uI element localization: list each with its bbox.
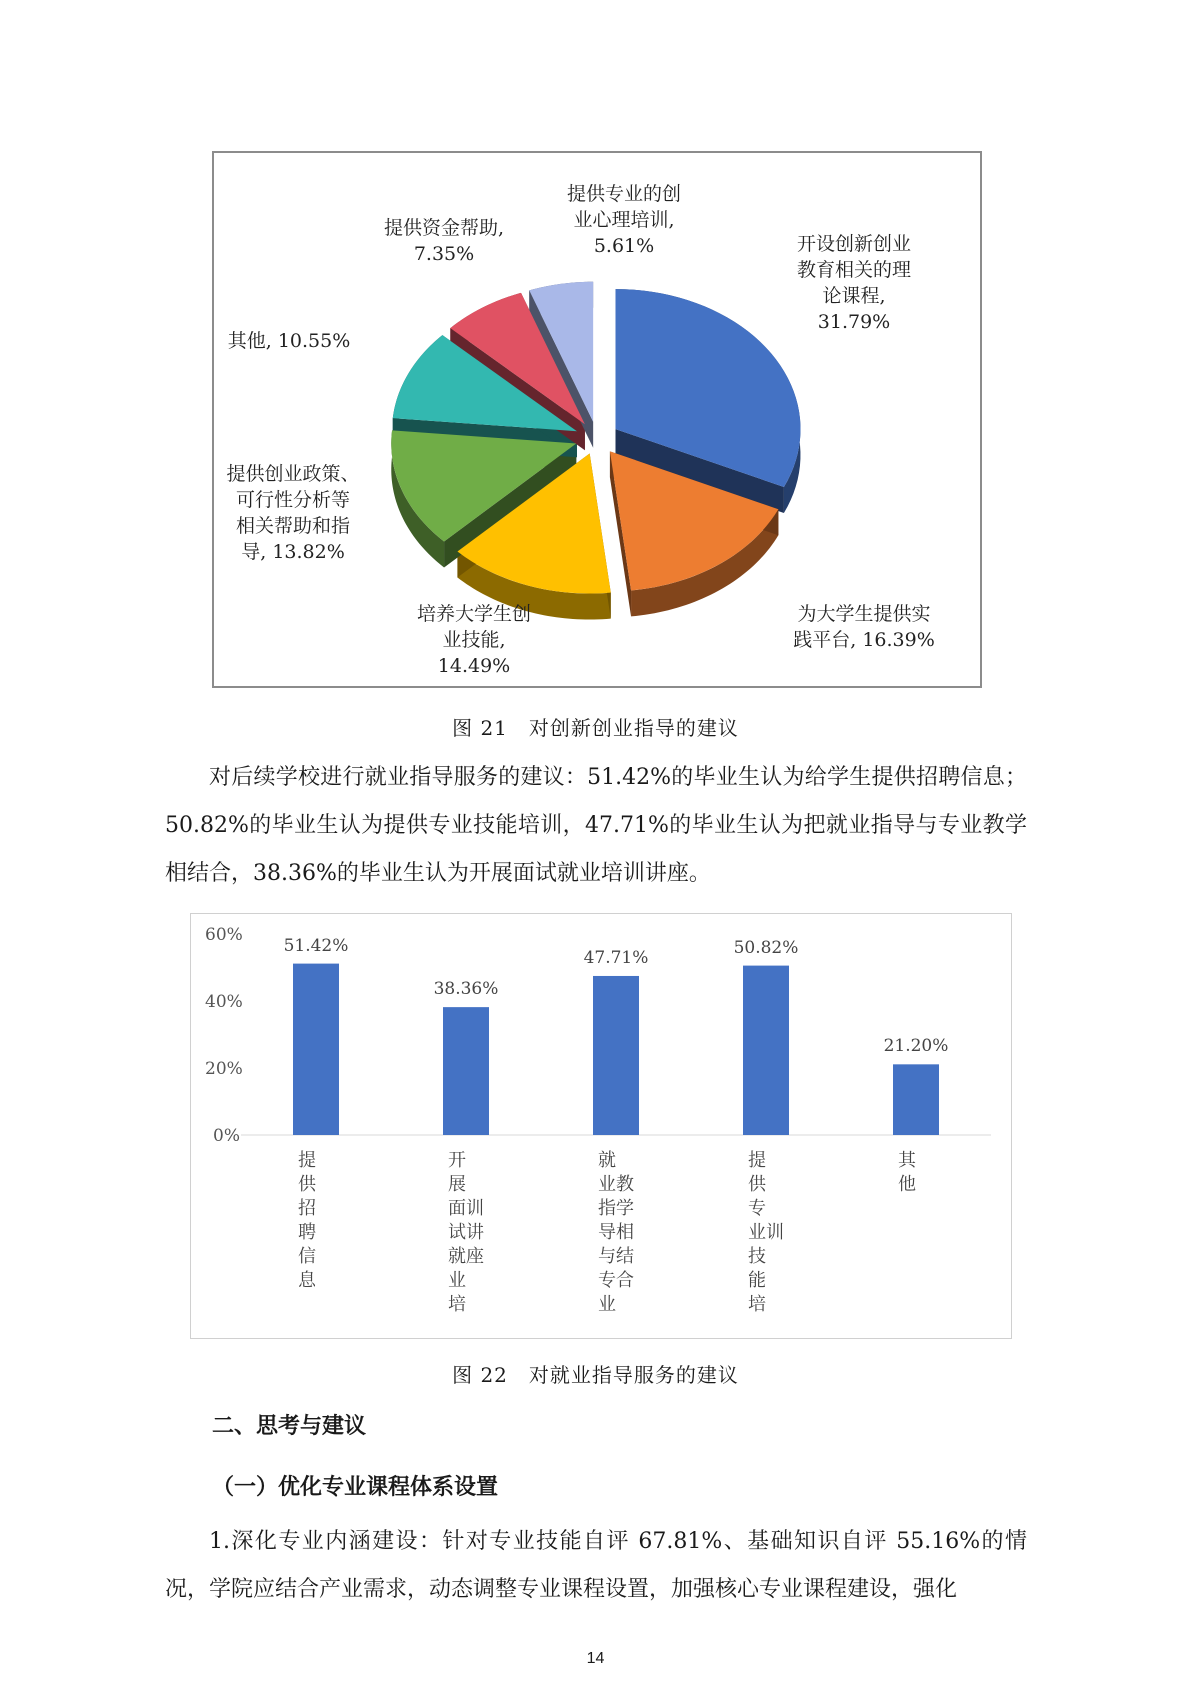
y-tick-20: 20%	[205, 1059, 243, 1079]
pie-label-1: 为大学生提供实 践平台, 16.39%	[793, 603, 935, 651]
paragraph-1: 对后续学校进行就业指导服务的建议：51.42%的毕业生认为给学生提供招聘信息；50.82%的毕业生认为提供专业技能培训，47.71%的毕业生认为把就业指导与专业教学相结合，38.36%的毕业生认为开展面试就业培训讲座。	[165, 765, 1027, 886]
bar-value-label-3: 50.82%	[733, 937, 799, 958]
pie-label-6: 提供专业的创 业心理培训, 5.61%	[566, 183, 681, 257]
pie-label-5: 提供资金帮助, 7.35%	[383, 217, 505, 265]
pie-label-4: 其他, 10.55%	[227, 330, 351, 352]
x-category-label-0: 提 供 招 聘 信 息	[298, 1150, 316, 1291]
pie-label-0: 开设创新创业 教育相关的理 论课程, 31.79%	[796, 233, 911, 333]
x-category-label-4: 其 他	[898, 1150, 916, 1195]
y-tick-40: 40%	[205, 992, 243, 1012]
bar-chart-frame	[190, 913, 1012, 1339]
bar-4	[893, 1064, 939, 1135]
subsection-heading: （一）优化专业课程体系设置	[212, 1475, 499, 1500]
page-number: 14	[586, 1650, 605, 1667]
x-category-label-3: 提 供 专 业训 技 能 培	[748, 1150, 784, 1315]
section-heading: 二、思考与建议	[212, 1414, 367, 1439]
y-tick-60: 60%	[205, 925, 243, 945]
pie-label-2: 培养大学生创 业技能, 14.49%	[416, 603, 531, 677]
paragraph-2: 1.深化专业内涵建设：针对专业技能自评 67.81%、基础知识自评 55.16%的情况，学院应结合产业需求，动态调整专业课程设置，加强核心专业课程建设，强化	[165, 1529, 1027, 1602]
pie-label-3: 提供创业政策、 可行性分析等 相关帮助和指 导, 13.82%	[226, 463, 360, 563]
figure22-caption: 图 22 对就业指导服务的建议	[452, 1363, 739, 1387]
bar-2	[593, 976, 639, 1135]
bar-value-label-1: 38.36%	[433, 979, 499, 1000]
bar-0	[293, 964, 339, 1135]
bar-3	[743, 966, 789, 1135]
x-category-label-1: 开 展 面训 试讲 就座 业 培	[448, 1150, 484, 1315]
bar-value-label-4: 21.20%	[883, 1036, 949, 1057]
bar-value-label-2: 47.71%	[583, 947, 649, 968]
x-category-label-2: 就 业教 指学 导相 与结 专合 业	[598, 1150, 634, 1315]
figure21-caption: 图 21 对创新创业指导的建议	[452, 716, 739, 740]
pie-chart-frame	[212, 151, 982, 688]
bar-1	[443, 1007, 489, 1135]
bar-value-label-0: 51.42%	[283, 935, 349, 956]
y-tick-0: 0%	[213, 1126, 240, 1146]
